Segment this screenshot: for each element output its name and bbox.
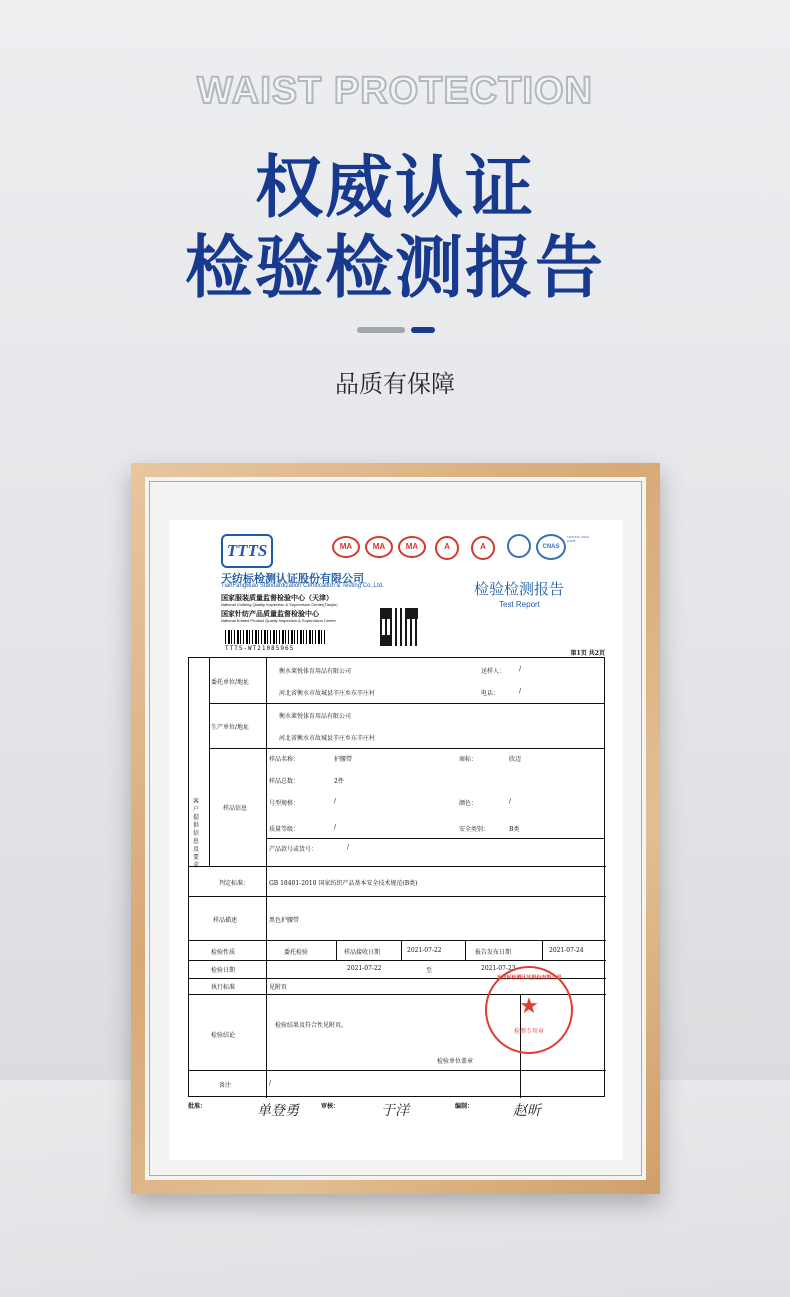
test-date-label: 检验日期 — [211, 967, 236, 974]
org-name: 天纺标检测认证股份有限公司 — [221, 572, 364, 585]
official-seal — [485, 966, 573, 1054]
sample-name-value: 护腰带 — [334, 756, 353, 763]
cnas-caption: TESTING CNAS L0608 — [567, 535, 590, 543]
cma-badge: MA — [398, 536, 426, 558]
client-address: 河北省衡水市故城县辛庄乡东辛庄村 — [279, 690, 376, 697]
seal-top-text: 天纺标检测认证股份有限公司 — [496, 975, 562, 981]
company-logo: TTTS — [221, 534, 273, 568]
phone-label: 电话： — [481, 690, 500, 697]
client-name: 衡水莱悦体育用品有限公司 — [279, 668, 352, 675]
report-number: TTTS-WT21085965 — [225, 645, 295, 652]
star-icon: ★ — [519, 994, 539, 1019]
nature-value: 委托检验 — [284, 949, 309, 956]
center-name-1-en: National Clothing Quality Inspection & Supervision Center(Tianjin) — [221, 602, 338, 607]
center-name-2: 国家针纺产品质量监督检验中心 — [221, 610, 319, 618]
page-title-line2: 检验检测报告 — [184, 229, 605, 308]
client-label: 委托单位/地址 — [211, 679, 250, 686]
prepare-label: 编制： — [455, 1103, 474, 1110]
center-name-2-en: National Knitted Product Quality Inspection & Supervision Center — [221, 618, 336, 623]
grade-value: / — [334, 824, 337, 831]
brand-label: 商标： — [459, 756, 478, 763]
cal-badge: A — [471, 536, 495, 560]
color-value: / — [509, 798, 512, 805]
model-label: 号型规格： — [269, 800, 300, 807]
divider-blue — [411, 327, 435, 333]
qr-code — [380, 608, 418, 646]
approve-label: 批准： — [188, 1103, 207, 1110]
phone-value: / — [519, 688, 522, 695]
report-title: 检验检测报告 — [474, 580, 565, 598]
safety-label: 安全类别： — [459, 826, 490, 833]
brand-value: 欣迈 — [509, 756, 522, 763]
test-report-document — [169, 520, 623, 1160]
sample-count-label: 样品总数： — [269, 778, 300, 785]
grade-label: 质量等级： — [269, 826, 300, 833]
safety-value: B类 — [509, 826, 520, 833]
page-subtitle: 品质有保障 — [335, 370, 455, 398]
test-date-to-word: 至 — [426, 967, 433, 974]
signature-review: 于洋 — [381, 1103, 409, 1119]
model-value: / — [334, 798, 337, 805]
remark-label: 备注 — [219, 1082, 232, 1089]
exec-std-value: 见附页 — [269, 984, 288, 991]
org-name-en: TianFangBiao Standardization Certification & Testing Co.,Ltd. — [221, 583, 384, 589]
sample-name-label: 样品名称： — [269, 756, 300, 763]
page-info: 第1页 共2页 — [570, 650, 605, 657]
issued-value: 2021-07-24 — [549, 947, 584, 954]
product-no-label: 产品款号或货号： — [269, 846, 318, 853]
cnas-badge: CNAS — [536, 534, 566, 560]
signature-approve: 单登勇 — [257, 1103, 299, 1119]
seal-caption: 检验单位盖章 — [437, 1058, 474, 1065]
center-name-1: 国家服装质量监督检验中心（天津） — [221, 594, 333, 602]
report-title-en: Test Report — [499, 600, 540, 609]
received-label: 样品接收日期 — [344, 949, 381, 956]
remark-value: / — [269, 1080, 272, 1087]
cma-badge: MA — [332, 536, 360, 558]
test-date-from: 2021-07-22 — [347, 965, 382, 972]
color-label: 颜色： — [459, 800, 478, 807]
cal-badge: A — [435, 536, 459, 560]
review-label: 审核： — [321, 1103, 340, 1110]
producer-name: 衡水莱悦体育用品有限公司 — [279, 713, 352, 720]
producer-address: 河北省衡水市故城县辛庄乡东辛庄村 — [279, 735, 376, 742]
signature-prepare: 赵昕 — [513, 1103, 541, 1119]
received-value: 2021-07-22 — [407, 947, 442, 954]
sample-count-value: 2件 — [334, 778, 344, 785]
barcode — [225, 630, 327, 644]
seal-bottom-text: 检测专用章 — [513, 1028, 544, 1035]
test-date-to: 2021-07-23 — [481, 965, 516, 972]
desc-label: 样品描述 — [213, 917, 238, 924]
standard-label: 判定标准： — [219, 880, 250, 887]
divider-gray — [357, 327, 405, 333]
standard-value: GB 18401-2010 国家纺织产品基本安全技术规范(B类) — [269, 880, 418, 887]
section-kicker: WAIST PROTECTION — [197, 70, 593, 112]
producer-label: 生产单位/地址 — [211, 724, 250, 731]
desc-value: 黑色护腰带 — [269, 917, 300, 924]
issued-label: 报告发布日期 — [475, 949, 512, 956]
product-no-value: / — [347, 844, 350, 851]
ilac-seal-icon — [507, 534, 531, 558]
cma-badge: MA — [365, 536, 393, 558]
exec-std-label: 执行标准 — [211, 984, 236, 991]
sender-label: 送样人： — [481, 668, 506, 675]
sender-value: / — [519, 666, 522, 673]
conclusion-value: 检验结果及符合性见附页。 — [275, 1022, 348, 1029]
side-label: 客户提供信息及要求 — [192, 798, 199, 869]
page-title-line1: 权威认证 — [254, 149, 535, 228]
sample-info-label: 样品信息 — [223, 805, 248, 812]
conclusion-label: 检验结论 — [211, 1032, 236, 1039]
nature-label: 检验性质 — [211, 949, 236, 956]
